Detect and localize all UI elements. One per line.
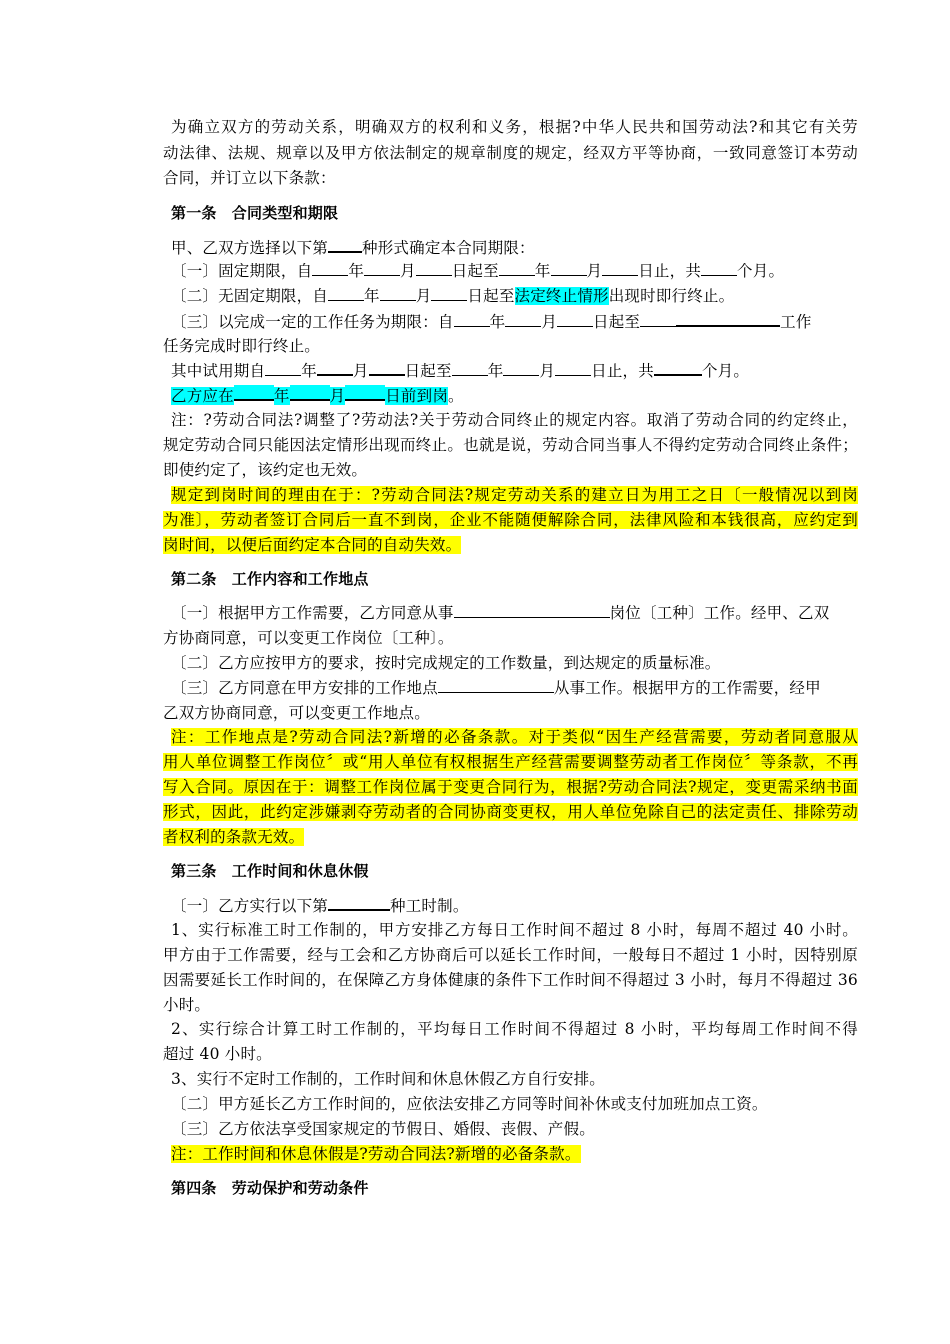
highlighted-text: 乙方应在 [171,387,234,405]
article-1-choose-line [171,237,535,258]
text: 年 [487,362,504,380]
note-2-line-2 [163,510,858,530]
text: 年 [301,362,317,380]
text: 。 [448,387,464,405]
flexible-hours-line: 3、实行不定时工作制的，工作时间和休息休假乙方自行安排。 [171,1070,605,1088]
blank [328,895,390,911]
text: 个月。 [701,362,750,380]
article-3-para-1 [171,895,469,916]
text: 种形式确定本合同期限： [362,239,535,257]
blank [551,261,587,276]
blank [654,360,702,376]
blank [328,286,364,301]
note-2-line-3 [163,535,461,555]
standard-hours-line-4: 小时。 [163,996,211,1014]
blank [505,312,541,327]
highlighted-text: 用人单位调整工作岗位〞或“用人单位有权根据生产经营需要调整劳动者工作岗位〞等条款，不再 [163,753,858,771]
article-2-note-line-3 [163,777,858,797]
text: 日起至 [593,313,641,331]
highlighted-text: 月 [329,387,346,405]
blank [602,261,638,276]
blank [557,312,593,327]
text: 种工时制。 [390,897,469,915]
standard-hours-line-2: 甲方由于工作需要，经与工会和乙方协商后可以延长工作时间，一般每日不超过 1 小时，因特别原 [163,946,858,964]
text: 甲、乙双方选择以下第 [171,239,329,257]
blank [345,385,385,401]
article-3-para-3: 〔三〕乙方依法享受国家规定的节假日、婚假、丧假、产假。 [171,1120,595,1138]
intro-line-2: 动法律、法规、规章以及甲方依法制定的规章制度的规定，经双方平等协商，一致同意签订本劳动 [163,144,858,162]
highlighted-text: 年 [273,387,290,405]
article-2-para-2: 〔二〕乙方应按甲方的要求，按时完成规定的工作数量，到达规定的质量标准。 [171,654,721,672]
text: 年 [364,287,380,305]
text: 其中试用期自 [171,362,266,380]
note-1-line-1: 注：?劳动合同法?调整了?劳动法?关于劳动合同终止的规定内容。取消了劳动合同的约定终止， [171,411,858,429]
article-1-heading: 第一条 合同类型和期限 [171,204,339,222]
text: 岗位〔工种〕工作。经甲、乙双 [609,604,830,622]
text: 月 [586,262,603,280]
text: 〔一〕根据甲方工作需要，乙方同意从事 [171,604,454,622]
article-2-note-line-2 [163,752,858,772]
highlighted-text: 岗时间，以便后面约定本合同的自动失效。 [163,536,462,554]
blank [555,361,591,376]
text: 月 [415,287,432,305]
highlighted-text: 写入合同。原因在于：调整工作岗位属于变更合同行为，根据?劳动合同法?规定，变更需采纳书面 [163,778,858,796]
highlighted-text: 形式，因此，此约定涉嫌剥夺劳动者的合同协商变更权，用人单位免除自己的法定责任、排除劳动 [163,803,858,821]
standard-hours-line-1: 1、实行标准工时工作制的，甲方安排乙方每日工作时间不超过 8 小时，每周不超过 40 小时。 [171,921,858,939]
highlighted-text: 者权利的条款无效。 [163,828,305,846]
highlighted-text: 注：工作时间和休息休假是?劳动合同法?新增的必备条款。 [171,1145,581,1163]
blank [431,286,467,301]
text: 日止，共 [591,362,654,380]
standard-hours-line-3: 因需要延长工作时间的，在保障乙方身体健康的条件下工作时间不得超过 3 小时，每月不得超过 36 [163,971,858,989]
blank [416,261,452,276]
article-3-para-2: 〔二〕甲方延长乙方工作时间的，应依法安排乙方同等时间补休或支付加班加点工资。 [171,1095,768,1113]
highlighted-text: 为准〕，劳动者签订合同后一直不到岗，企业不能随便解除合同，法律风险和本钱很高，应约定到 [163,511,858,529]
text: 日起至 [467,287,515,305]
text: 年 [534,262,551,280]
blank [290,385,330,401]
blank [454,603,610,618]
text: 〔三〕乙方同意在甲方安排的工作地点 [171,679,438,697]
blank [369,360,405,376]
text: 〔二〕无固定期限，自 [171,287,329,305]
option-task-term-cont: 任务完成时即行终止。 [163,337,321,355]
option-open-term [171,286,734,306]
blank [452,361,488,376]
text: 月 [400,262,416,280]
highlighted-text: 日前到岗 [385,387,449,405]
text: 工作 [780,313,812,331]
note-2-line-1 [171,485,858,505]
text: 〔一〕固定期限，自 [171,262,313,280]
article-3-heading: 第三条 工作时间和休息休假 [171,862,369,880]
highlighted-text: 注：工作地点是?劳动合同法?新增的必备条款。对于类似“因生产经营需要，劳动者同意服从 [171,728,858,746]
trial-period-line [171,360,749,381]
article-2-para-3 [171,678,821,698]
blank [701,261,737,276]
blank [499,261,535,276]
article-4-heading: 第四条 劳动保护和劳动条件 [171,1179,369,1197]
highlighted-text: 规定到岗时间的理由在于：?劳动合同法?规定劳动关系的建立日为用工之日〔一般情况以到岗 [171,486,858,504]
text: 出现时即行终止。 [608,287,735,305]
comprehensive-hours-line-1: 2、实行综合计算工时工作制的，平均每日工作时间不得超过 8 小时，平均每周工作时间不得 [171,1020,858,1038]
article-2-heading: 第二条 工作内容和工作地点 [171,570,369,588]
blank [317,360,353,376]
text: 个月。 [737,262,785,280]
text: 月 [352,362,369,380]
blank [503,361,539,376]
note-1-line-2: 规定劳动合同只能因法定情形出现而终止。也就是说，劳动合同当事人不得约定劳动合同终止条件； [163,436,858,454]
blank [364,261,400,276]
blank [328,237,362,253]
blank [312,261,348,276]
blank [676,311,780,327]
note-1-line-3: 即使约定了，该约定也无效。 [163,461,368,479]
comprehensive-hours-line-2: 超过 40 小时。 [163,1045,272,1063]
text: 〔三〕以完成一定的工作任务为期限：自 [171,313,454,331]
blank [438,678,554,693]
intro-line-3: 合同，并订立以下条款： [163,169,336,187]
blank [380,286,416,301]
article-2-note-line-4 [163,802,858,822]
blank [234,385,274,401]
article-2-para-1 [171,603,829,623]
article-2-note-line-5 [163,827,304,847]
option-fixed-term [171,261,784,281]
text: 月 [541,313,558,331]
text: 日起至 [451,262,499,280]
text: 年 [489,313,506,331]
text: 日止，共 [638,262,702,280]
highlighted-text: 法定终止情形 [514,287,609,305]
text: 年 [348,262,365,280]
text: 日起至 [404,362,452,380]
article-3-note [171,1144,581,1164]
text: 〔一〕乙方实行以下第 [171,897,329,915]
option-task-term [171,311,812,332]
text: 从事工作。根据甲方的工作需要，经甲 [553,679,821,697]
article-2-note-line-1 [171,727,858,747]
blank [265,361,301,376]
article-2-para-1-cont: 方协商同意，可以变更工作岗位〔工种〕。 [163,629,454,647]
blank [640,312,676,327]
article-2-para-3-cont: 乙双方协商同意，可以变更工作地点。 [163,704,430,722]
blank [454,312,490,327]
intro-line-1: 为确立双方的劳动关系，明确双方的权利和义务，根据?中华人民共和国劳动法?和其它有关劳 [171,118,858,136]
report-date-line [171,385,464,406]
text: 月 [539,362,556,380]
